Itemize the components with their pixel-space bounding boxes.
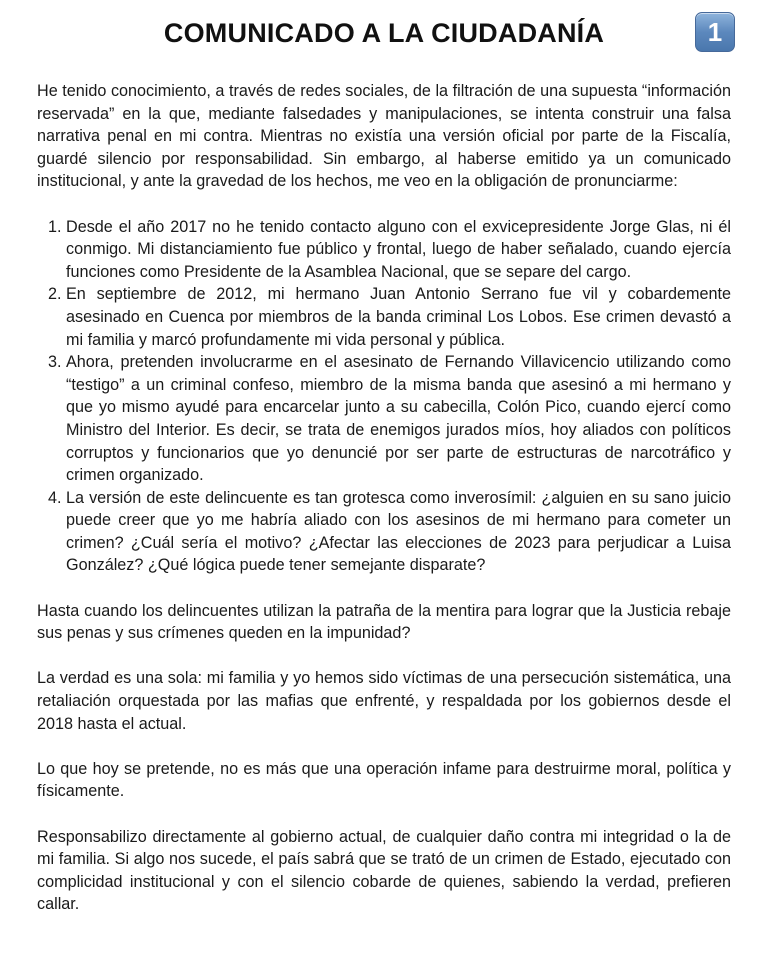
list-item	[37, 283, 731, 351]
list-item-number: 1.	[48, 217, 62, 236]
paragraph-responsibility: Responsabilizo directamente al gobierno actual, de cualquier daño contra mi integridad o la de mi familia. Si algo nos sucede, el país sabrá que se trató de un crimen de Estado, ejecutado con complicidad institucional y con el silencio cobarde de quienes, sabiendo la verdad, prefieren callar.	[37, 827, 731, 914]
list-item-number: 4.	[48, 488, 62, 507]
page-title: COMUNICADO A LA CIUDADANÍA	[163, 18, 605, 48]
list-item	[37, 216, 731, 284]
numbered-list	[37, 216, 731, 578]
list-item	[37, 487, 731, 577]
list-item-number: 3.	[48, 353, 62, 372]
list-item-text: La versión de este delincuente es tan grotesca como inverosímil: ¿alguien en su sano juicio puede creer que yo me habría aliado con los asesinos de mi hermano para cometer un crimen? ¿Cuál sería el motivo? ¿Afectar las elecciones de 2023 para perjudicar a Luisa González? ¿Qué lógica puede tener semejante disparate?	[66, 488, 731, 575]
paragraph-truth: La verdad es una sola: mi familia y yo hemos sido víctimas de una persecución sistemática, una retaliación orquestada por las mafias que enfrenté, y respaldada por los gobiernos desde el 2018 hasta el actual.	[37, 669, 731, 733]
list-item-text: En septiembre de 2012, mi hermano Juan Antonio Serrano fue vil y cobardemente asesinado en Cuenca por miembros de la banda criminal Los Lobos. Ese crimen devastó a mi familia y marcó profundamente mi vida personal y pública.	[66, 285, 731, 349]
paragraph-operation: Lo que hoy se pretende, no es más que una operación infame para destruirme moral, política y físicamente.	[37, 759, 731, 801]
intro-paragraph: He tenido conocimiento, a través de redes sociales, de la filtración de una supuesta “información reservada” en la que, mediante falsedades y manipulaciones, se intenta construir una falsa narrativa penal en mi contra. Mientras no existía una versión oficial por parte de la Fiscalía, guardé silencio por responsabilidad. Sin embargo, al haberse emitido ya un comunicado institucional, y ante la gravedad de los hechos, me veo en la obligación de pronunciarme:	[37, 82, 731, 191]
list-item-text: Ahora, pretenden involucrarme en el asesinato de Fernando Villavicencio utilizando como “testigo” a un criminal confeso, miembro de la misma banda que asesinó a mi hermano y que yo mismo ayudé para encarcelar junto a su cabecilla, Colón Pico, cuando ejercí como Ministro del Interior. Es decir, se trata de enemigos jurados míos, hoy aliados con políticos corruptos y funcionarios que yo denuncié por ser parte de estructuras de narcotráfico y crimen organizado.	[66, 353, 731, 485]
page-number-badge: 1	[695, 12, 735, 52]
list-item-text: Desde el año 2017 no he tenido contacto alguno con el exvicepresidente Jorge Glas, ni él conmigo. Mi distanciamiento fue público y frontal, luego de haber señalado, cuando ejercía funciones como Presidente de la Asamblea Nacional, que se separe del cargo.	[66, 217, 731, 281]
list-item	[37, 351, 731, 487]
statement-body	[37, 80, 731, 916]
list-item-number: 2.	[48, 285, 62, 304]
paragraph-impunity: Hasta cuando los delincuentes utilizan la patraña de la mentira para lograr que la Justicia rebaje sus penas y sus crímenes queden en la impunidad?	[37, 601, 731, 643]
